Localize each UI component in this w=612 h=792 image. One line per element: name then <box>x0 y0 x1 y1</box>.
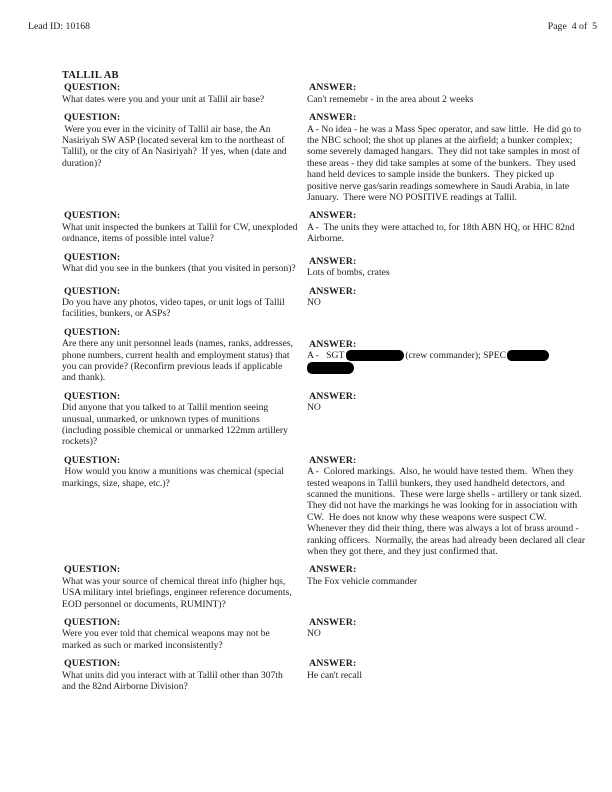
question-text: What did you see in the bunkers (that you visited in person)? <box>62 263 296 275</box>
answer-block <box>307 112 586 203</box>
question-label: QUESTION: <box>64 285 121 297</box>
answer-label: ANSWER: <box>309 338 357 350</box>
question-label: QUESTION: <box>64 251 121 263</box>
answer-block <box>307 82 586 105</box>
answer-label: ANSWER: <box>309 285 357 297</box>
question-block <box>62 252 307 275</box>
answer-text: A - The units they were attached to, for 18th ABN HQ, or HHC 82nd Airborne. <box>307 221 577 245</box>
question-label: QUESTION: <box>64 454 121 466</box>
answer-label: ANSWER: <box>309 658 357 670</box>
question-label: QUESTION: <box>64 564 121 576</box>
question-block <box>62 617 307 651</box>
answer-block <box>307 210 586 244</box>
answer-text: NO <box>307 402 321 414</box>
document-title: TALLIL AB <box>62 70 119 81</box>
question-text: Did anyone that you talked to at Tallil mention seeing unusual, unmarked, or unknown types of munitions (including possible chemical or unmarked 122mm artillery rockets)? <box>62 402 291 448</box>
answer-text-redacted <box>307 350 586 374</box>
answer-label: ANSWER: <box>309 112 357 124</box>
qa-row <box>62 617 586 651</box>
answer-label: ANSWER: <box>309 390 357 402</box>
answer-block <box>307 658 586 681</box>
question-block <box>62 82 307 105</box>
answer-block <box>307 391 586 414</box>
question-text: How would you know a munitions was chemical (special markings, size, shape, etc.)? <box>62 466 287 489</box>
redaction-bar <box>507 350 549 361</box>
answer-label: ANSWER: <box>309 82 357 94</box>
question-block <box>62 564 307 610</box>
question-text: Do you have any photos, video tapes, or unit logs of Tallil facilities, bunkers, or ASPs? <box>62 296 288 320</box>
document-body <box>62 70 586 700</box>
question-block <box>62 286 307 320</box>
answer-text: Lots of bombs, crates <box>307 267 390 279</box>
answer-block <box>307 339 586 374</box>
redaction-bar <box>346 350 404 361</box>
question-label: QUESTION: <box>64 210 121 222</box>
question-text: What units did you interact with at Tallil other than 307th and the 82nd Airborne Division? <box>62 669 286 693</box>
answer-label: ANSWER: <box>309 454 357 466</box>
question-text: Were you ever in the vicinity of Tallil air base, the An Nasiriyah SW ASP (located several km to the northeast of Tallil), or the city of An Nasiriyah? If yes, when (date and duration)? <box>62 123 290 169</box>
qa-row <box>62 455 586 558</box>
answer-text: He can't recall <box>307 669 362 681</box>
question-text: What dates were you and your unit at Tallil air base? <box>62 93 265 105</box>
qa-row <box>62 82 586 105</box>
question-block <box>62 391 307 448</box>
qa-row <box>62 286 586 320</box>
question-label: QUESTION: <box>64 112 121 124</box>
answer-label: ANSWER: <box>309 617 357 629</box>
answer-prefix: A - SGT <box>307 350 345 362</box>
qa-row <box>62 112 586 203</box>
question-label: QUESTION: <box>64 390 121 402</box>
answer-block <box>307 564 586 587</box>
answer-block <box>307 455 586 558</box>
answer-block <box>307 256 586 279</box>
question-text: What was your source of chemical threat info (higher hqs, USA military intel briefings, engineer reference documents, EOD personnel or documents, RUMINT)? <box>62 575 295 610</box>
answer-text: A - No idea - he was a Mass Spec operator, and saw little. He did go to the NBC school; the shot up planes at the airfield; a bunker complex; some severely damaged hangars. They did not take samples in most of these areas - they did take samples at some of the bunkers. They used hand held devices to sample inside the bunkers. They picked up positive nerve gas/sarin readings somewhere in Saudi Arabia, in late January. There were NO POSITIVE readings at Tallil. <box>307 123 584 204</box>
qa-row <box>62 564 586 610</box>
page-number: Page 4 of 5 <box>547 21 597 32</box>
answer-text: NO <box>307 296 321 308</box>
answer-block <box>307 286 586 309</box>
answer-text: Can't rememebr - in the area about 2 weeks <box>307 93 474 105</box>
question-text: What unit inspected the bunkers at Tallil for CW, unexploded ordnance, items of possible intel value? <box>62 221 300 245</box>
qa-row <box>62 391 586 448</box>
question-block <box>62 455 307 489</box>
question-label: QUESTION: <box>64 617 121 629</box>
question-label: QUESTION: <box>64 82 121 94</box>
lead-id: Lead ID: 10168 <box>28 21 91 32</box>
answer-middle: (crew commander); SPEC <box>405 350 507 362</box>
question-block <box>62 112 307 169</box>
page-header <box>28 21 597 32</box>
question-text: Are there any unit personnel leads (names, ranks, addresses, phone numbers, current health and employment status) that you can provide? (Reconfirm previous leads if applicable and thank). <box>62 338 296 384</box>
qa-row <box>62 658 586 692</box>
answer-label: ANSWER: <box>309 255 357 267</box>
answer-text: NO <box>307 628 321 640</box>
qa-row <box>62 210 586 244</box>
redaction-bar <box>307 362 354 374</box>
answer-text: The Fox vehicle commander <box>307 575 418 587</box>
answer-block <box>307 617 586 640</box>
question-text: Were you ever told that chemical weapons may not be marked as such or marked inconsistently? <box>62 628 273 651</box>
question-label: QUESTION: <box>64 326 121 338</box>
answer-text: A - Colored markings. Also, he would have tested them. When they tested weapons in Tallil bunkers, they used handheld detectors, and scanned the munitions. These were large shells - artillery or tank sized. They did not have the markings he was looking for in association with CW. He does not know why these weapons were suspect CW. Whenever they did their thing, there was always a lot of brass around - ranking officers. Normally, the areas had already been declared all clear when they got there, and they just confirmed that. <box>307 466 588 558</box>
qa-row <box>62 252 586 279</box>
question-block <box>62 327 307 384</box>
answer-label: ANSWER: <box>309 210 357 222</box>
qa-row <box>62 327 586 384</box>
answer-label: ANSWER: <box>309 564 357 576</box>
question-label: QUESTION: <box>64 658 121 670</box>
question-block <box>62 210 307 244</box>
question-block <box>62 658 307 692</box>
